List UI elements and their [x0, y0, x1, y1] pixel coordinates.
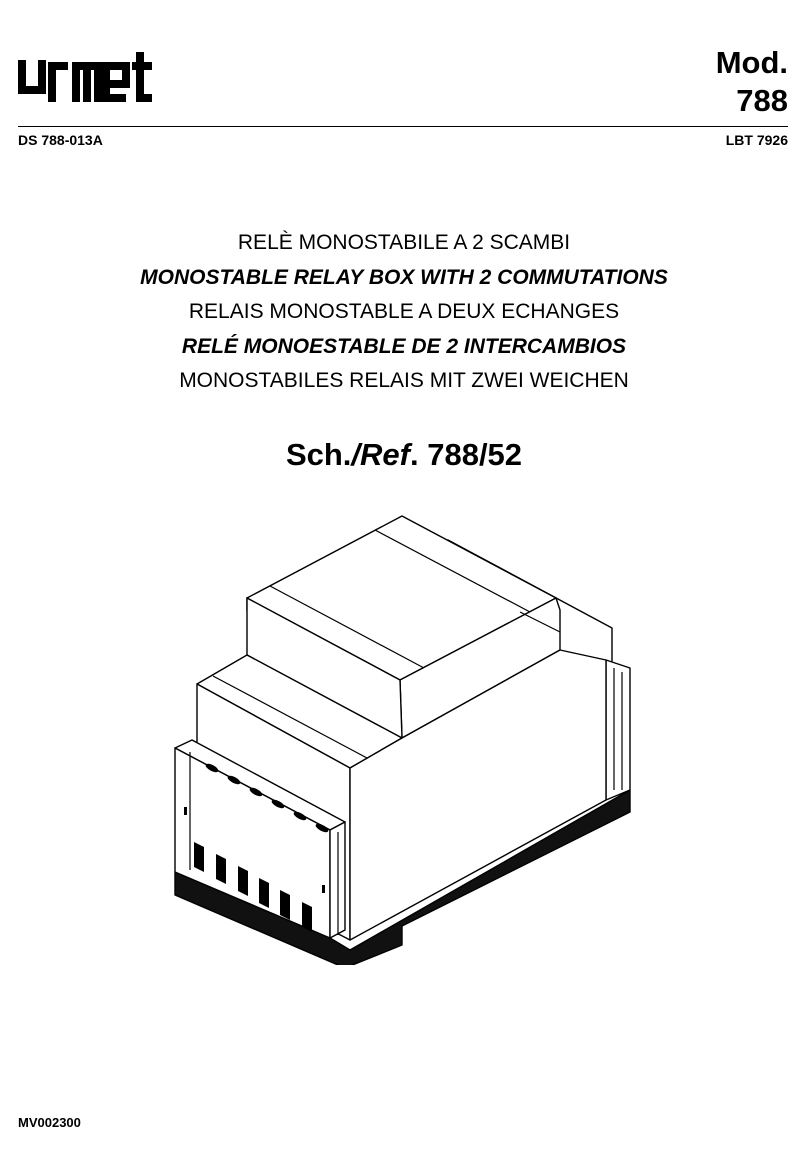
- model-number: 788: [736, 83, 788, 118]
- urmet-logo: [18, 44, 168, 106]
- reference-line: [0, 437, 808, 473]
- ref-sch: Sch.: [285, 437, 352, 472]
- title-spanish: RELÉ MONOESTABLE DE 2 INTERCAMBIOS: [181, 334, 627, 358]
- ref-ref: Ref: [360, 437, 410, 472]
- header-rule: [18, 126, 788, 127]
- model-block: [716, 44, 788, 120]
- title-french: RELAIS MONOSTABLE A DEUX ECHANGES: [188, 300, 620, 323]
- product-titles: [0, 226, 808, 399]
- ref-number: . 788/52: [410, 437, 523, 472]
- doc-code: DS 788-013A: [18, 132, 103, 148]
- title-german: MONOSTABILES RELAIS MIT ZWEI WEICHEN: [179, 369, 629, 392]
- relay-box-drawing: [168, 510, 638, 965]
- lbt-code: LBT 7926: [725, 132, 788, 148]
- title-english: MONOSTABLE RELAY BOX WITH 2 COMMUTATIONS: [140, 265, 668, 289]
- title-italian: RELÈ MONOSTABILE A 2 SCAMBI: [237, 231, 571, 254]
- footer-code: MV002300: [18, 1115, 81, 1130]
- model-label: Mod.: [715, 45, 788, 80]
- ref-slash: /: [351, 437, 361, 472]
